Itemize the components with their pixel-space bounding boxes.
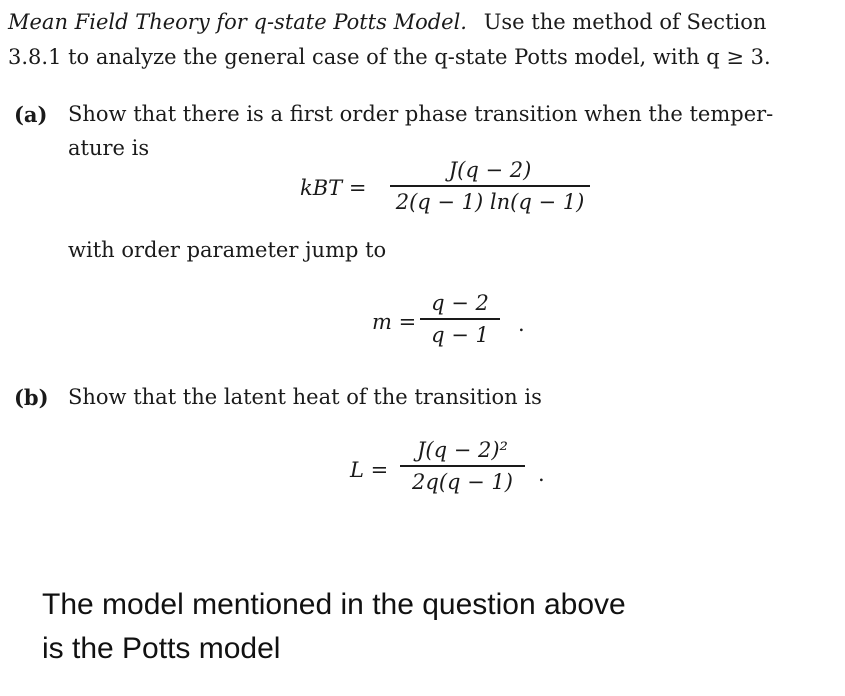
- note-line1: The model mentioned in the question above: [42, 588, 626, 621]
- part-a-line2: ature is: [68, 136, 150, 160]
- eq1-lhs: kBT =: [300, 176, 367, 200]
- note-line2: is the Potts model: [42, 632, 281, 665]
- eq2-fraction: [420, 291, 500, 347]
- eq2-fraction-bar: [420, 318, 500, 320]
- eq3-fraction-bar: [400, 465, 525, 467]
- eq2-lhs: m =: [372, 310, 417, 334]
- part-a-line1: Show that there is a first order phase transition when the temper-: [68, 102, 774, 126]
- part-b-label: (b): [14, 385, 49, 410]
- eq1-numerator: J(q − 2): [448, 158, 532, 182]
- part-a-line3: with order parameter jump to: [68, 238, 387, 262]
- eq3-numerator: J(q − 2)²: [417, 438, 508, 462]
- eq2-numerator: q − 2: [431, 291, 489, 315]
- eq3-period: .: [538, 462, 545, 486]
- eq3-denominator: 2q(q − 1): [412, 470, 513, 494]
- eq1-fraction: [390, 158, 590, 214]
- problem-intro-line2: 3.8.1 to analyze the general case of the q-state Potts model, with q ≥ 3.: [8, 45, 771, 69]
- intro-text: Use the method of Section: [483, 10, 767, 34]
- problem-intro-line1: [8, 10, 766, 34]
- eq2-denominator: q − 1: [431, 323, 489, 347]
- eq2-period: .: [518, 312, 525, 336]
- eq3-lhs: L =: [350, 458, 389, 482]
- eq1-fraction-bar: [390, 185, 590, 187]
- eq1-denominator: 2(q − 1) ln(q − 1): [395, 190, 585, 214]
- problem-title: Mean Field Theory for q-state Potts Model.: [8, 10, 467, 34]
- part-b-line1: Show that the latent heat of the transition is: [68, 385, 542, 409]
- eq3-fraction: [400, 438, 525, 494]
- part-a-label: (a): [14, 102, 48, 127]
